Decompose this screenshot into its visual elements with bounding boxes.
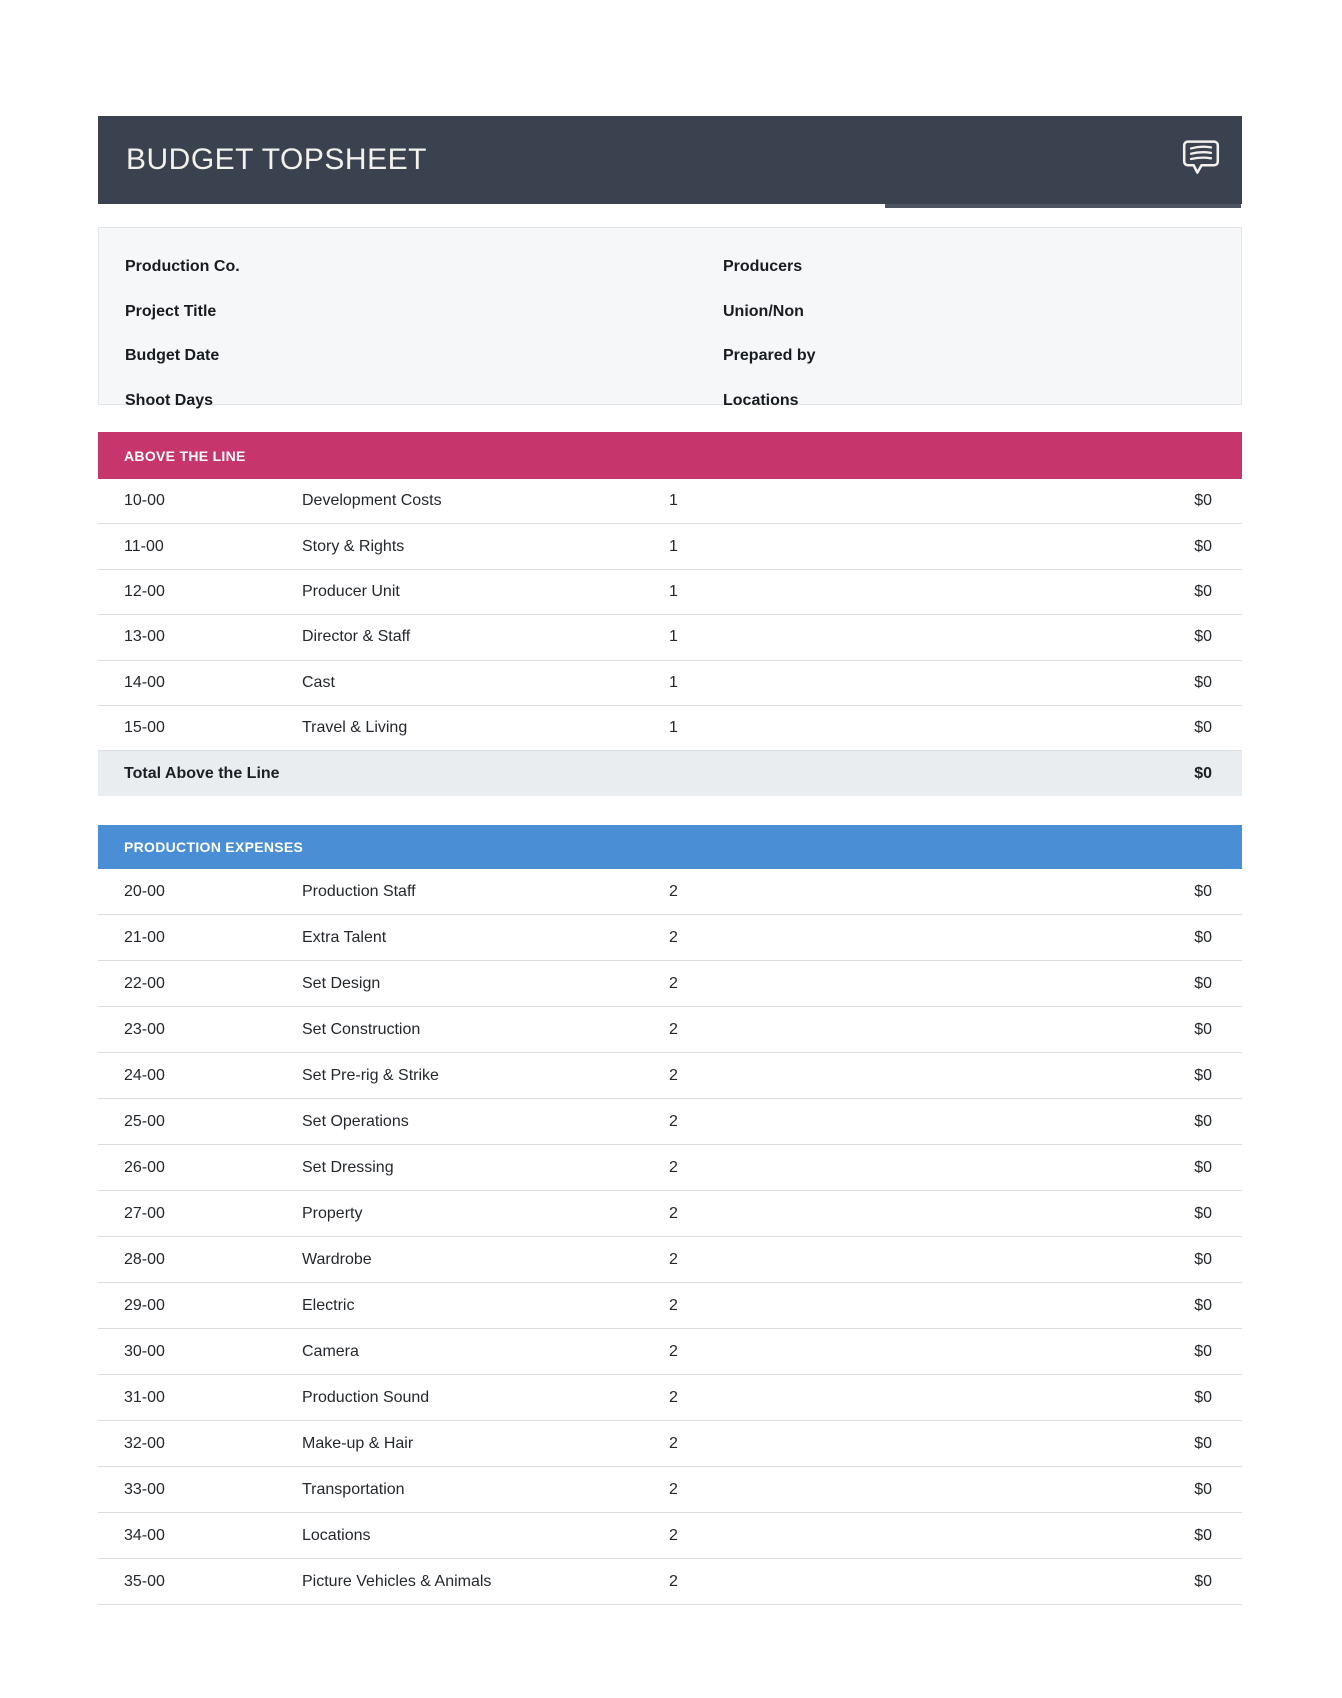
row-amount: $0 bbox=[1194, 1296, 1212, 1314]
row-desc: Producer Unit bbox=[302, 582, 400, 600]
info-field-label: Shoot Days bbox=[125, 391, 214, 409]
row-desc: Set Pre-rig & Strike bbox=[302, 1066, 439, 1084]
row-amount: $0 bbox=[1194, 1250, 1212, 1268]
row-acct: 23-00 bbox=[124, 1020, 165, 1038]
budget-line-item[interactable] bbox=[98, 1053, 1242, 1099]
section-rows bbox=[98, 479, 1242, 796]
budget-line-item[interactable] bbox=[98, 1007, 1242, 1053]
info-field-label: Project Title bbox=[125, 302, 217, 320]
info-field-shoot-days bbox=[125, 379, 240, 424]
row-units: 1 bbox=[669, 582, 678, 600]
row-units: 2 bbox=[669, 1526, 678, 1544]
row-amount: $0 bbox=[1194, 1434, 1212, 1452]
row-units: 2 bbox=[669, 1480, 678, 1498]
row-desc: Extra Talent bbox=[302, 928, 387, 946]
row-amount: $0 bbox=[1194, 1204, 1212, 1222]
row-desc: Set Dressing bbox=[302, 1158, 394, 1176]
row-acct: 10-00 bbox=[124, 492, 165, 510]
row-amount: $0 bbox=[1194, 719, 1212, 737]
info-field-budget-date bbox=[125, 334, 240, 379]
budget-line-item[interactable] bbox=[98, 524, 1242, 569]
budget-line-item[interactable] bbox=[98, 1283, 1242, 1329]
section-header bbox=[98, 432, 1242, 479]
row-amount: $0 bbox=[1194, 537, 1212, 555]
row-units: 2 bbox=[669, 1572, 678, 1590]
header-bottom-strip bbox=[885, 204, 1241, 208]
budget-line-item[interactable] bbox=[98, 1559, 1242, 1605]
row-units: 2 bbox=[669, 974, 678, 992]
row-acct: 27-00 bbox=[124, 1204, 165, 1222]
info-field-label: Union/Non bbox=[723, 302, 804, 320]
row-units: 2 bbox=[669, 1388, 678, 1406]
budget-line-item[interactable] bbox=[98, 479, 1242, 524]
row-desc: Cast bbox=[302, 673, 335, 691]
total-label: Total Above the Line bbox=[124, 764, 280, 782]
row-amount: $0 bbox=[1194, 1066, 1212, 1084]
row-units: 1 bbox=[669, 673, 678, 691]
row-acct: 35-00 bbox=[124, 1572, 165, 1590]
row-desc: Camera bbox=[302, 1342, 359, 1360]
row-units: 2 bbox=[669, 1204, 678, 1222]
row-acct: 20-00 bbox=[124, 882, 165, 900]
budget-line-item[interactable] bbox=[98, 615, 1242, 660]
budget-line-item[interactable] bbox=[98, 915, 1242, 961]
budget-line-item[interactable] bbox=[98, 1375, 1242, 1421]
info-field-label: Production Co. bbox=[125, 258, 240, 276]
row-desc: Production Sound bbox=[302, 1388, 430, 1406]
section-title: PRODUCTION EXPENSES bbox=[124, 839, 304, 856]
info-column-right bbox=[723, 245, 815, 423]
row-desc: Travel & Living bbox=[302, 719, 408, 737]
budget-line-item[interactable] bbox=[98, 961, 1242, 1007]
row-units: 2 bbox=[669, 1158, 678, 1176]
page bbox=[98, 0, 1242, 1605]
row-acct: 15-00 bbox=[124, 719, 165, 737]
info-column-left bbox=[125, 245, 240, 423]
row-amount: $0 bbox=[1194, 1158, 1212, 1176]
row-acct: 25-00 bbox=[124, 1112, 165, 1130]
row-acct: 12-00 bbox=[124, 582, 165, 600]
row-acct: 14-00 bbox=[124, 673, 165, 691]
row-acct: 22-00 bbox=[124, 974, 165, 992]
row-units: 2 bbox=[669, 1112, 678, 1130]
row-acct: 28-00 bbox=[124, 1250, 165, 1268]
row-units: 2 bbox=[669, 1066, 678, 1084]
row-desc: Locations bbox=[302, 1526, 371, 1544]
row-amount: $0 bbox=[1194, 673, 1212, 691]
budget-line-item[interactable] bbox=[98, 661, 1242, 706]
row-units: 1 bbox=[669, 628, 678, 646]
budget-line-item[interactable] bbox=[98, 1145, 1242, 1191]
row-amount: $0 bbox=[1194, 628, 1212, 646]
row-units: 1 bbox=[669, 537, 678, 555]
header-bar bbox=[98, 116, 1242, 204]
row-amount: $0 bbox=[1194, 1342, 1212, 1360]
info-field-union-non bbox=[723, 290, 815, 335]
row-acct: 30-00 bbox=[124, 1342, 165, 1360]
budget-section bbox=[98, 432, 1242, 796]
budget-line-item[interactable] bbox=[98, 869, 1242, 915]
row-acct: 33-00 bbox=[124, 1480, 165, 1498]
budget-line-item[interactable] bbox=[98, 570, 1242, 615]
row-units: 1 bbox=[669, 719, 678, 737]
row-acct: 31-00 bbox=[124, 1388, 165, 1406]
row-amount: $0 bbox=[1194, 1572, 1212, 1590]
row-units: 2 bbox=[669, 1020, 678, 1038]
row-units: 2 bbox=[669, 882, 678, 900]
budget-line-item[interactable] bbox=[98, 1421, 1242, 1467]
row-acct: 13-00 bbox=[124, 628, 165, 646]
row-acct: 24-00 bbox=[124, 1066, 165, 1084]
row-desc: Picture Vehicles & Animals bbox=[302, 1572, 492, 1590]
row-acct: 29-00 bbox=[124, 1296, 165, 1314]
budget-line-item[interactable] bbox=[98, 1467, 1242, 1513]
info-field-prepared-by bbox=[723, 334, 815, 379]
info-field-label: Producers bbox=[723, 258, 803, 276]
budget-line-item[interactable] bbox=[98, 1329, 1242, 1375]
section-rows bbox=[98, 869, 1242, 1605]
row-acct: 26-00 bbox=[124, 1158, 165, 1176]
row-amount: $0 bbox=[1194, 1526, 1212, 1544]
row-acct: 32-00 bbox=[124, 1434, 165, 1452]
row-amount: $0 bbox=[1194, 974, 1212, 992]
row-units: 2 bbox=[669, 1296, 678, 1314]
info-field-production-co bbox=[125, 245, 240, 290]
budget-line-item[interactable] bbox=[98, 1513, 1242, 1559]
row-amount: $0 bbox=[1194, 1480, 1212, 1498]
section-total-row bbox=[98, 751, 1242, 796]
row-amount: $0 bbox=[1194, 1020, 1212, 1038]
budget-line-item[interactable] bbox=[98, 1099, 1242, 1145]
row-desc: Property bbox=[302, 1204, 363, 1222]
row-desc: Wardrobe bbox=[302, 1250, 372, 1268]
row-desc: Director & Staff bbox=[302, 628, 411, 646]
row-amount: $0 bbox=[1194, 928, 1212, 946]
row-desc: Make-up & Hair bbox=[302, 1434, 414, 1452]
sections bbox=[98, 432, 1242, 1605]
row-amount: $0 bbox=[1194, 492, 1212, 510]
row-amount: $0 bbox=[1194, 882, 1212, 900]
row-amount: $0 bbox=[1194, 582, 1212, 600]
row-amount: $0 bbox=[1194, 1112, 1212, 1130]
row-units: 2 bbox=[669, 1342, 678, 1360]
row-units: 1 bbox=[669, 492, 678, 510]
budget-line-item[interactable] bbox=[98, 1191, 1242, 1237]
row-desc: Production Staff bbox=[302, 882, 416, 900]
row-desc: Set Construction bbox=[302, 1020, 421, 1038]
row-units: 2 bbox=[669, 928, 678, 946]
row-desc: Story & Rights bbox=[302, 537, 405, 555]
row-acct: 34-00 bbox=[124, 1526, 165, 1544]
row-desc: Set Design bbox=[302, 974, 381, 992]
row-desc: Electric bbox=[302, 1296, 355, 1314]
page-title: BUDGET TOPSHEET bbox=[126, 143, 427, 176]
info-field-locations bbox=[723, 379, 815, 424]
row-amount: $0 bbox=[1194, 1388, 1212, 1406]
row-desc: Development Costs bbox=[302, 492, 442, 510]
info-field-label: Budget Date bbox=[125, 347, 220, 365]
comment-icon[interactable] bbox=[1182, 139, 1220, 181]
info-field-project-title bbox=[125, 290, 240, 335]
info-field-producers bbox=[723, 245, 815, 290]
budget-line-item[interactable] bbox=[98, 706, 1242, 751]
info-field-label: Locations bbox=[723, 391, 799, 409]
info-field-label: Prepared by bbox=[723, 347, 816, 365]
row-desc: Set Operations bbox=[302, 1112, 409, 1130]
row-desc: Transportation bbox=[302, 1480, 405, 1498]
total-amount: $0 bbox=[1194, 764, 1212, 782]
budget-line-item[interactable] bbox=[98, 1237, 1242, 1283]
row-acct: 21-00 bbox=[124, 928, 165, 946]
section-title: ABOVE THE LINE bbox=[124, 447, 246, 464]
row-units: 2 bbox=[669, 1250, 678, 1268]
row-acct: 11-00 bbox=[124, 537, 164, 555]
info-panel bbox=[98, 227, 1242, 409]
section-header bbox=[98, 825, 1242, 869]
budget-section bbox=[98, 825, 1242, 1605]
row-units: 2 bbox=[669, 1434, 678, 1452]
